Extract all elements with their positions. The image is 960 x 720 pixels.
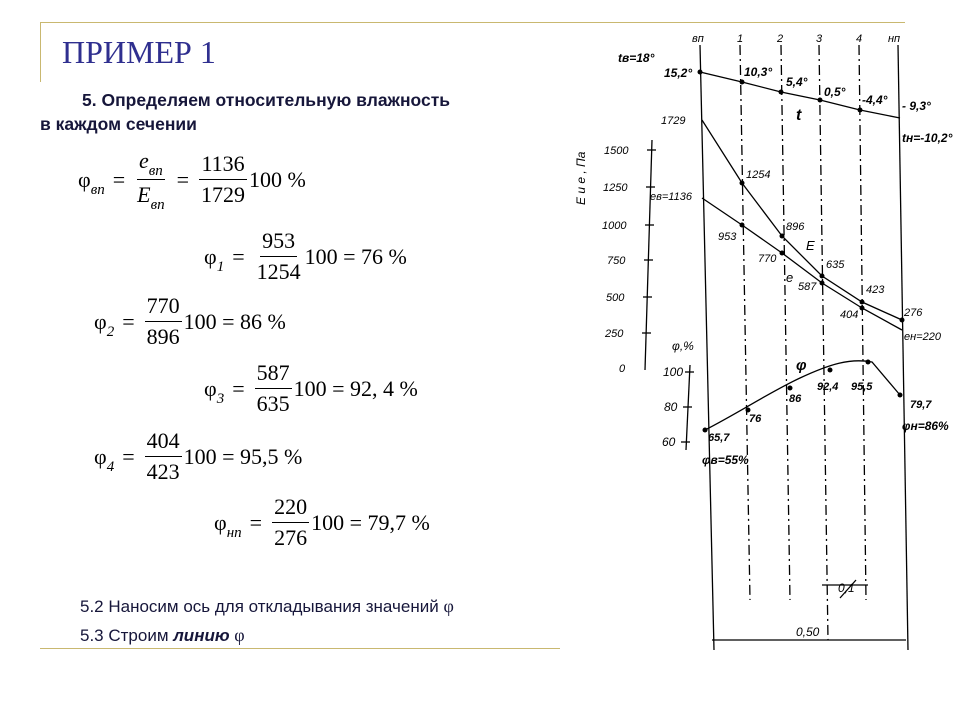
E-value-vp: 1729 — [661, 115, 686, 127]
section-label-4: 4 — [856, 33, 863, 45]
eq-result: 100 = 95,5 % — [183, 443, 303, 469]
section-line-4 — [859, 45, 866, 600]
equation-phi-np: $\varphi_{нп}$ = $\frac{220}{276}$ 100 = 79,7 % — [214, 494, 430, 550]
eq-result: 100 % — [249, 166, 306, 192]
section-line-1 — [740, 45, 750, 600]
E-value-4: 423 — [866, 284, 885, 296]
e-line-label: e — [786, 270, 794, 285]
E-value-np: 276 — [904, 307, 923, 319]
pressure-tick-1500: 1500 — [604, 145, 629, 157]
ev-label: eв=1136 — [650, 191, 692, 203]
pressure-axis-label: E и e , Па — [574, 151, 588, 205]
e-value-1: 953 — [718, 231, 737, 243]
section-label-2: 2 — [777, 33, 784, 45]
E-value-3: 635 — [826, 259, 845, 271]
phin-label: φн=86% — [902, 419, 949, 433]
temp-label-np: - 9,3° — [902, 99, 931, 113]
phi-tick-60: 60 — [662, 435, 676, 449]
equation-phi-1: $\varphi_1$ = $\frac{953}{1254}$ 100 = 76 % — [204, 228, 407, 284]
phi-curve-label: φ — [796, 357, 807, 374]
eq-value-fraction: $\frac{1136}{1729}$ — [201, 151, 246, 207]
pressure-axis — [645, 140, 652, 370]
tv-label: tв=18° — [618, 51, 655, 65]
equation-phi-vp: $\varphi_{вп}$ = $\frac{e_{вп}}{E_{вп}}$ = $\frac{1136}{1729}$ 100 % — [78, 148, 306, 213]
pressure-tick-250: 250 — [605, 328, 624, 340]
e-value-2: 770 — [758, 253, 777, 265]
tn-label: tн=-10,2° — [902, 131, 953, 145]
phi-value-3: 92,4 — [817, 381, 839, 393]
section-line-2 — [781, 45, 790, 600]
eq-result: 100 = 79,7 % — [311, 509, 430, 535]
e-value-3: 587 — [798, 281, 817, 293]
section-label-3: 3 — [816, 33, 823, 45]
phi-value-1: 76 — [749, 413, 762, 425]
E-value-1: 1254 — [746, 169, 771, 181]
equation-phi-4: $\varphi_4$ = $\frac{404}{423}$ 100 = 95,5 % — [94, 428, 303, 484]
phi-value-4: 95,5 — [851, 381, 873, 393]
eq-result: 100 = 86 % — [183, 308, 286, 334]
section-line-3 — [819, 45, 828, 640]
phi-tick-80: 80 — [664, 400, 678, 414]
eq-ratio-fraction: $\frac{e_{вп}}{E_{вп}}$ — [137, 148, 165, 213]
pressure-tick-1250: 1250 — [603, 182, 628, 194]
phi-value-np: 79,7 — [910, 399, 932, 411]
step-5-3: 5.3 Строим линию φ — [80, 625, 245, 645]
equation-phi-2: $\varphi_2$ = $\frac{770}{896}$ 100 = 86 % — [94, 293, 286, 349]
phiv-label: φв=55% — [702, 453, 749, 467]
dim-large-label: 0,50 — [796, 625, 820, 639]
e-value-4: 404 — [840, 309, 859, 321]
eq-result: 100 = 92, 4 % — [293, 375, 418, 401]
phi-tick-100: 100 — [663, 365, 684, 379]
temp-label-1: 10,3° — [744, 65, 773, 79]
t-line-label: t — [796, 107, 802, 124]
E-value-2: 896 — [786, 221, 805, 233]
heading-line-2: в каждом сечении — [40, 114, 197, 134]
e-line — [702, 198, 902, 330]
step-5-2: 5.2 Наносим ось для откладывания значений φ — [80, 596, 454, 616]
pressure-tick-750: 750 — [607, 255, 626, 267]
phi-axis-label: φ,% — [672, 339, 694, 353]
eq-lhs: $\varphi_{вп}$ — [78, 166, 105, 198]
eq-result: 100 = 76 % — [304, 243, 407, 269]
phi-value-2: 86 — [789, 393, 802, 405]
pressure-tick-1000: 1000 — [602, 220, 627, 232]
temp-label-2: 5,4° — [786, 75, 808, 89]
section-label-np: нп — [888, 33, 901, 45]
section-label-vp: вп — [692, 33, 704, 45]
equation-phi-3: $\varphi_3$ = $\frac{587}{635}$ 100 = 92, 4 % — [204, 360, 418, 416]
temp-label-vp: 15,2° — [664, 66, 693, 80]
phi-value-vp: 65,7 — [708, 432, 730, 444]
pressure-tick-0: 0 — [619, 363, 626, 375]
heading-line-1: 5. Определяем относительную влажность — [82, 90, 451, 110]
E-curve-label: E — [806, 238, 815, 253]
section-label-1: 1 — [737, 33, 744, 45]
pressure-tick-500: 500 — [606, 292, 625, 304]
slide-title: ПРИМЕР 1 — [62, 34, 216, 70]
dim-small-label: 0,1 — [838, 581, 855, 595]
temp-label-4: -4,4° — [862, 93, 888, 107]
en-label: eн=220 — [904, 331, 941, 343]
temp-label-3: 0,5° — [824, 85, 846, 99]
